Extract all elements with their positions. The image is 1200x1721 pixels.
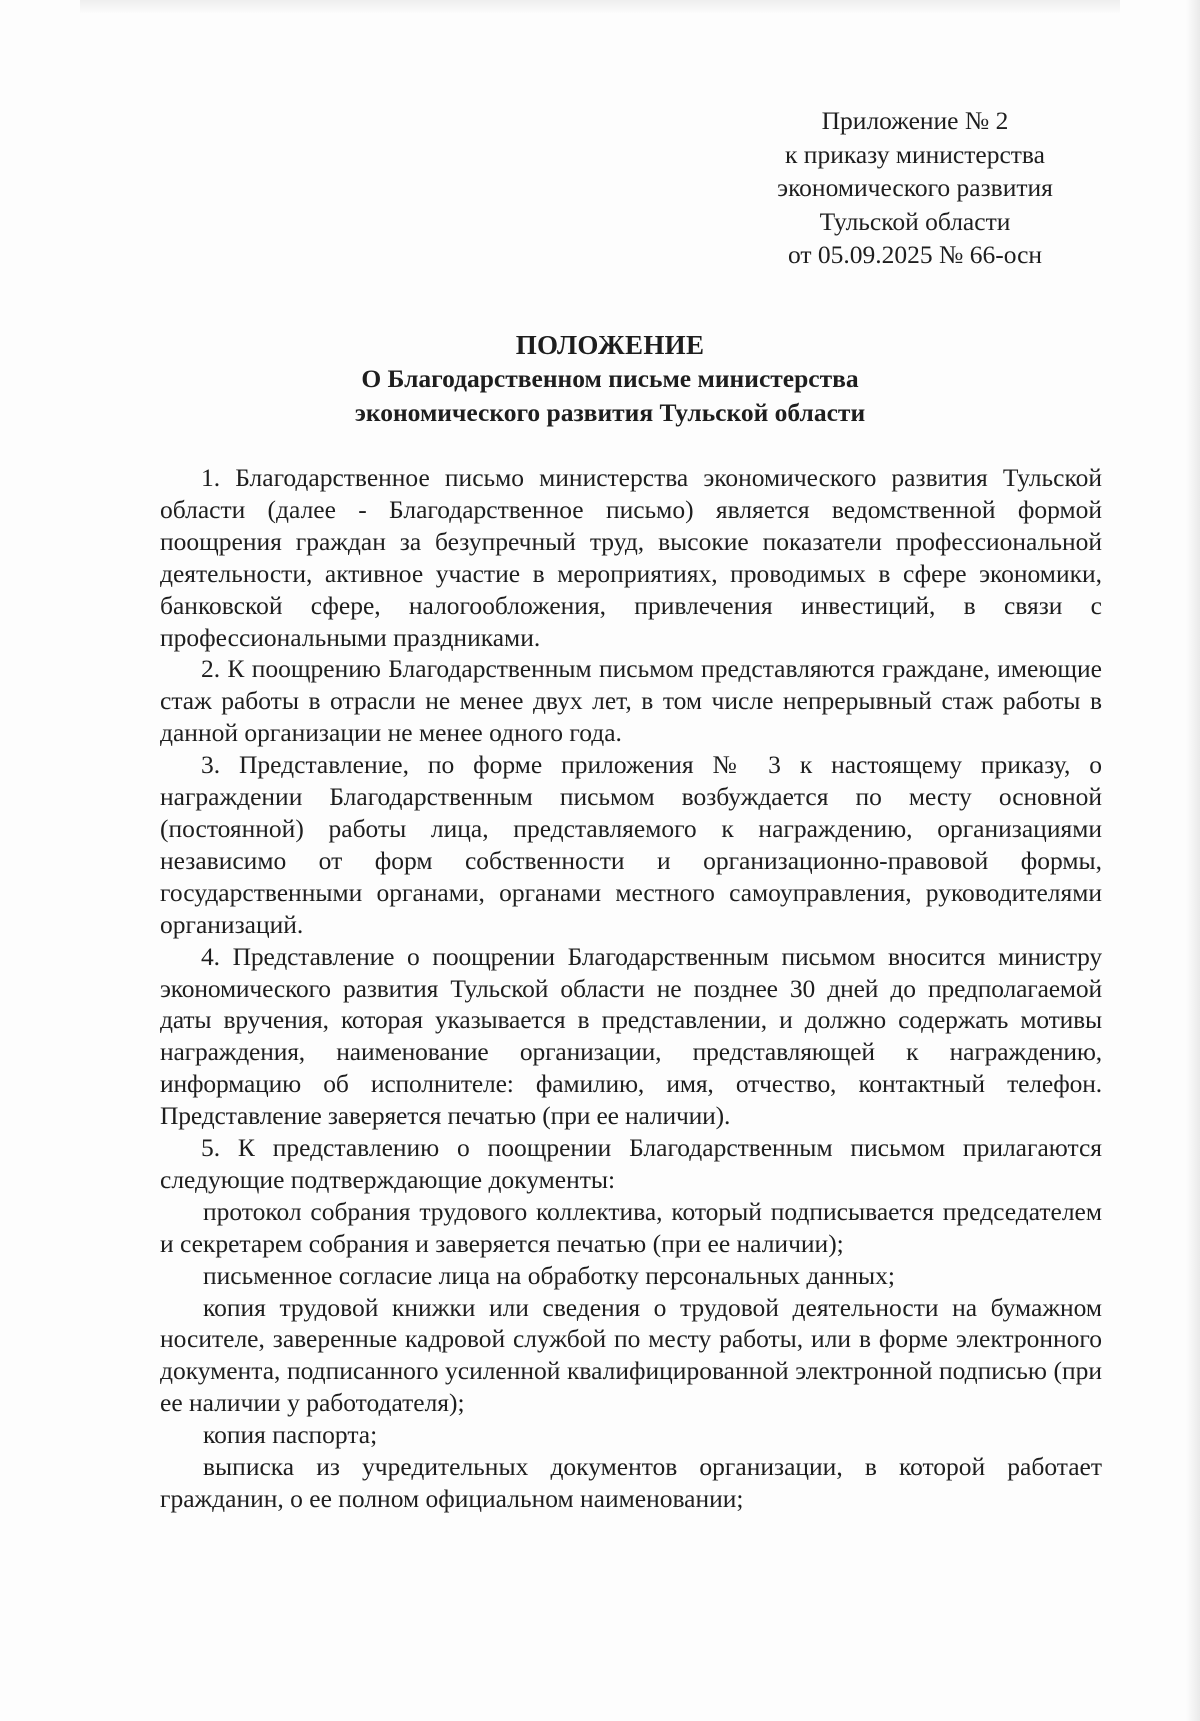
paragraph-2: 2. К поощрению Благодарственным письмом представляются граждане, имеющие стаж работы в отрасли не менее двух лет, в том числе непрерывный стаж работы в данной организации не менее одного года. bbox=[160, 654, 1102, 748]
title-main: ПОЛОЖЕНИЕ bbox=[515, 330, 705, 360]
appendix-line: от 05.09.2025 № 66-осн bbox=[787, 240, 1043, 269]
appendix-line: экономического развития bbox=[777, 173, 1053, 202]
paragraph-4: 4. Представление о поощрении Благодарственным письмом вносится министру экономического развития Тульской области не позднее 30 дней до предполагаемой даты вручения, которая указывается в представлении, и должно содержать мотивы награждения, наименование организации, представляющей к награждению, информацию об исполнителе: фамилию, имя, отчество, контактный телефон. Представление заверяется печатью (при ее наличии). bbox=[160, 941, 1102, 1131]
list-item-extract: выписка из учредительных документов организации, в которой работает гражданин, о ее полном официальном наименовании; bbox=[160, 1452, 1102, 1513]
appendix-line: Приложение № 2 bbox=[821, 106, 1009, 135]
document-title bbox=[160, 328, 1060, 429]
document-body bbox=[160, 462, 1102, 1515]
appendix-line: Тульской области bbox=[819, 206, 1011, 236]
appendix-line: к приказу министерства bbox=[785, 139, 1045, 169]
title-line: экономического развития Тульской области bbox=[354, 397, 866, 427]
scan-shadow-right bbox=[1186, 0, 1200, 1721]
paragraph-5: 5. К представлению о поощрении Благодарственным письмом прилагаются следующие подтверждающие документы: bbox=[160, 1133, 1102, 1194]
paragraph-1: 1. Благодарственное письмо министерства экономического развития Тульской области (далее - Благодарственное письмо) является ведомственной формой поощрения граждан за безупречный труд, высокие показатели профессиональной деятельности, активное участие в мероприятиях, проводимых в сфере экономики, банковской сфере, налогообложения, привлечения инвестиций, в связи с профессиональными праздниками. bbox=[160, 463, 1102, 652]
list-item-passport: копия паспорта; bbox=[203, 1420, 378, 1450]
scan-shadow-top bbox=[80, 0, 1120, 14]
list-item-consent: письменное согласие лица на обработку персональных данных; bbox=[203, 1260, 895, 1290]
title-line: О Благодарственном письме министерства bbox=[361, 364, 859, 393]
list-item-work-record: копия трудовой книжки или сведения о трудовой деятельности на бумажном носителе, заверенные кадровой службой по месту работы, или в форме электронного документа, подписанного усиленной квалифицированной электронной подписью (при ее наличии у работодателя); bbox=[160, 1292, 1102, 1418]
paragraph-3: 3. Представление, по форме приложения № 3 к настоящему приказу, о награждении Благодарственным письмом возбуждается по месту основной (постоянной) работы лица, представляемого к награждению, организациями независимо от форм собственности и организационно-правовой формы, государственными органами, органами местного самоуправления, руководителями организаций. bbox=[160, 750, 1102, 939]
appendix-header bbox=[700, 104, 1130, 272]
list-item-protocol: протокол собрания трудового коллектива, который подписывается председателем и секретарем собрания и заверяется печатью (при ее наличии); bbox=[160, 1196, 1102, 1258]
